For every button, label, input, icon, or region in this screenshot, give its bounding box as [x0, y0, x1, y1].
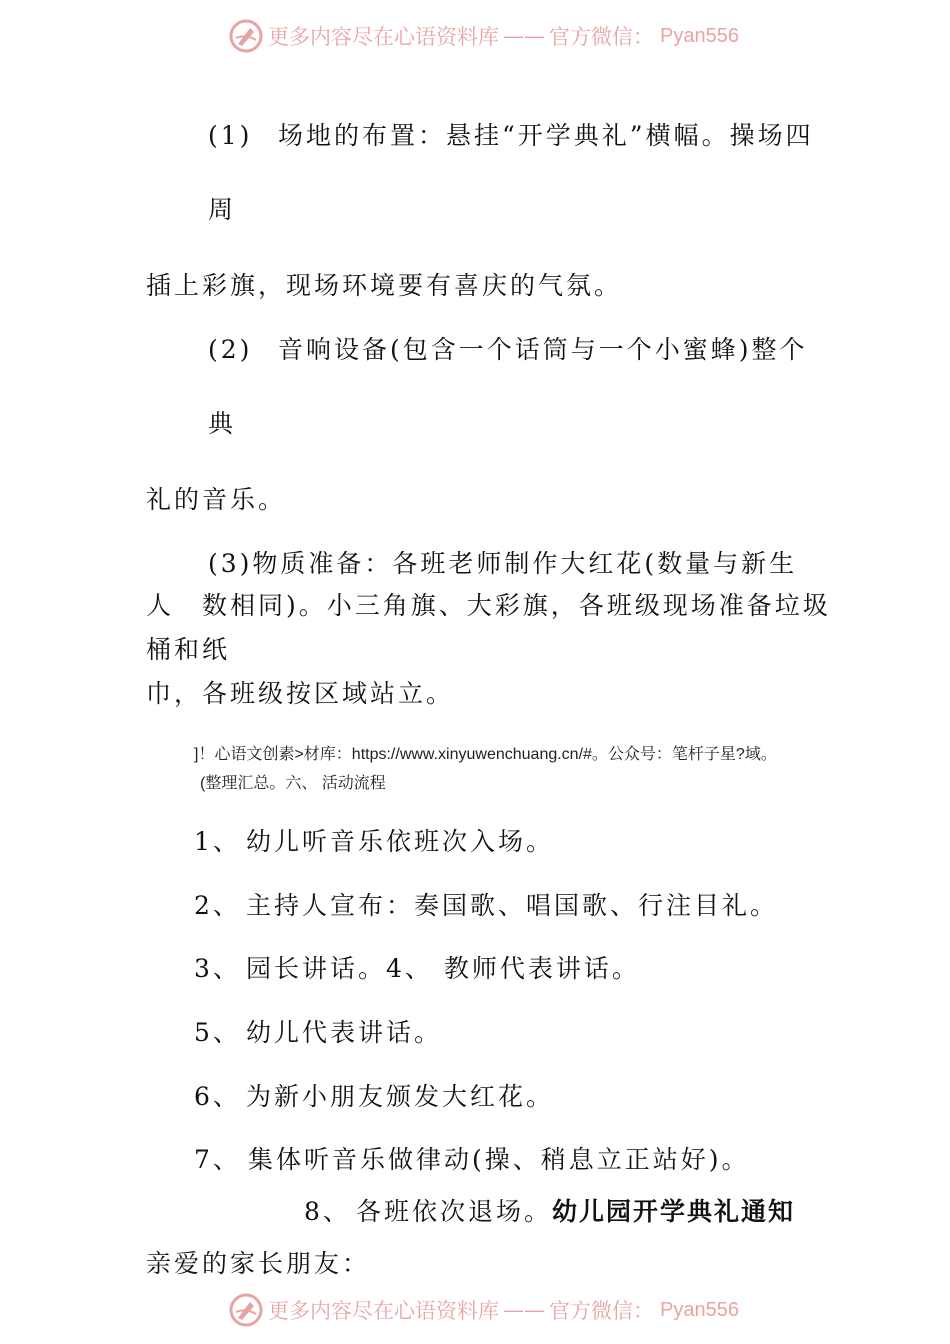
watermark-separator: ——	[503, 1298, 545, 1322]
source-note-line-1: ]！心语文创素>材库：https://www.xinyuwenchuang.cn/#。公众号：笔杆子星?域。	[194, 746, 777, 763]
flow-item-number: 5、	[194, 1018, 241, 1047]
watermark-text: 更多内容尽在心语资料库	[268, 25, 499, 49]
watermark-header	[228, 16, 739, 56]
flow-item-number: 8、	[304, 1197, 351, 1226]
item-1-line	[208, 116, 814, 152]
watermark-wechat-label: 官方微信：	[549, 1299, 654, 1323]
watermark-wechat-id: Pyan556	[660, 24, 739, 47]
source-note-line-2: (整理汇总。六、 活动流程	[200, 775, 386, 792]
item-2-tail: 典	[208, 409, 237, 438]
flow-item-7	[194, 1140, 750, 1176]
flow-item-3	[194, 949, 640, 985]
flow-item-text: 幼儿代表讲话。	[246, 1018, 443, 1047]
flow-item-number: 3、	[194, 954, 241, 983]
item-3-line-3: 桶和纸	[146, 635, 231, 664]
item-3-line-2: 人 数相同)。小三角旗、大彩旗，各班级现场准备垃圾	[146, 591, 831, 620]
flow-item-number: 7、	[194, 1145, 241, 1174]
watermark-wechat-label: 官方微信：	[549, 25, 654, 49]
watermark-wechat-id: Pyan556	[660, 1298, 739, 1321]
flow-item-5	[194, 1013, 442, 1049]
flow-item-text: 幼儿听音乐依班次入场。	[246, 827, 555, 856]
flow-item-text: 集体听音乐做律动(操、稍息立正站好)。	[248, 1145, 750, 1174]
item-3-line: (3)物质准备：各班老师制作大红花(数量与新生	[208, 549, 798, 578]
watermark-text: 更多内容尽在心语资料库	[268, 1299, 499, 1323]
item-1-tail: 周	[208, 195, 237, 224]
flow-item-6	[194, 1077, 554, 1113]
item-2-line	[208, 330, 808, 366]
notice-heading: 幼儿园开学典礼通知	[552, 1197, 796, 1226]
brand-logo-icon	[228, 18, 264, 54]
flow-item-text: 园长讲话。4、 教师代表讲话。	[246, 954, 640, 983]
item-3-line-4: 巾，各班级按区域站立。	[146, 679, 455, 708]
item-1-text: 场地的布置：悬挂“开学典礼”横幅。操场四	[278, 121, 814, 150]
flow-item-number: 6、	[194, 1082, 241, 1111]
item-1-continuation: 插上彩旗，现场环境要有喜庆的气氛。	[146, 271, 623, 300]
watermark-separator: ——	[503, 24, 545, 48]
flow-item-2	[194, 886, 778, 922]
flow-item-1	[194, 822, 554, 858]
item-2-continuation: 礼的音乐。	[146, 485, 287, 514]
item-2-number: (2)	[208, 335, 253, 364]
flow-item-number: 1、	[194, 827, 241, 856]
watermark-footer	[228, 1290, 739, 1330]
flow-item-text: 为新小朋友颁发大红花。	[246, 1082, 555, 1111]
flow-item-text: 各班依次退场。	[356, 1197, 553, 1226]
brand-logo-icon	[228, 1292, 264, 1328]
item-2-text: 音响设备(包含一个话筒与一个小蜜蜂)整个	[278, 335, 808, 364]
item-1-number: (1)	[208, 121, 253, 150]
flow-item-text: 主持人宣布：奏国歌、唱国歌、行注目礼。	[246, 891, 779, 920]
flow-item-8	[304, 1192, 795, 1228]
flow-item-number: 2、	[194, 891, 241, 920]
salutation: 亲爱的家长朋友：	[146, 1249, 371, 1278]
